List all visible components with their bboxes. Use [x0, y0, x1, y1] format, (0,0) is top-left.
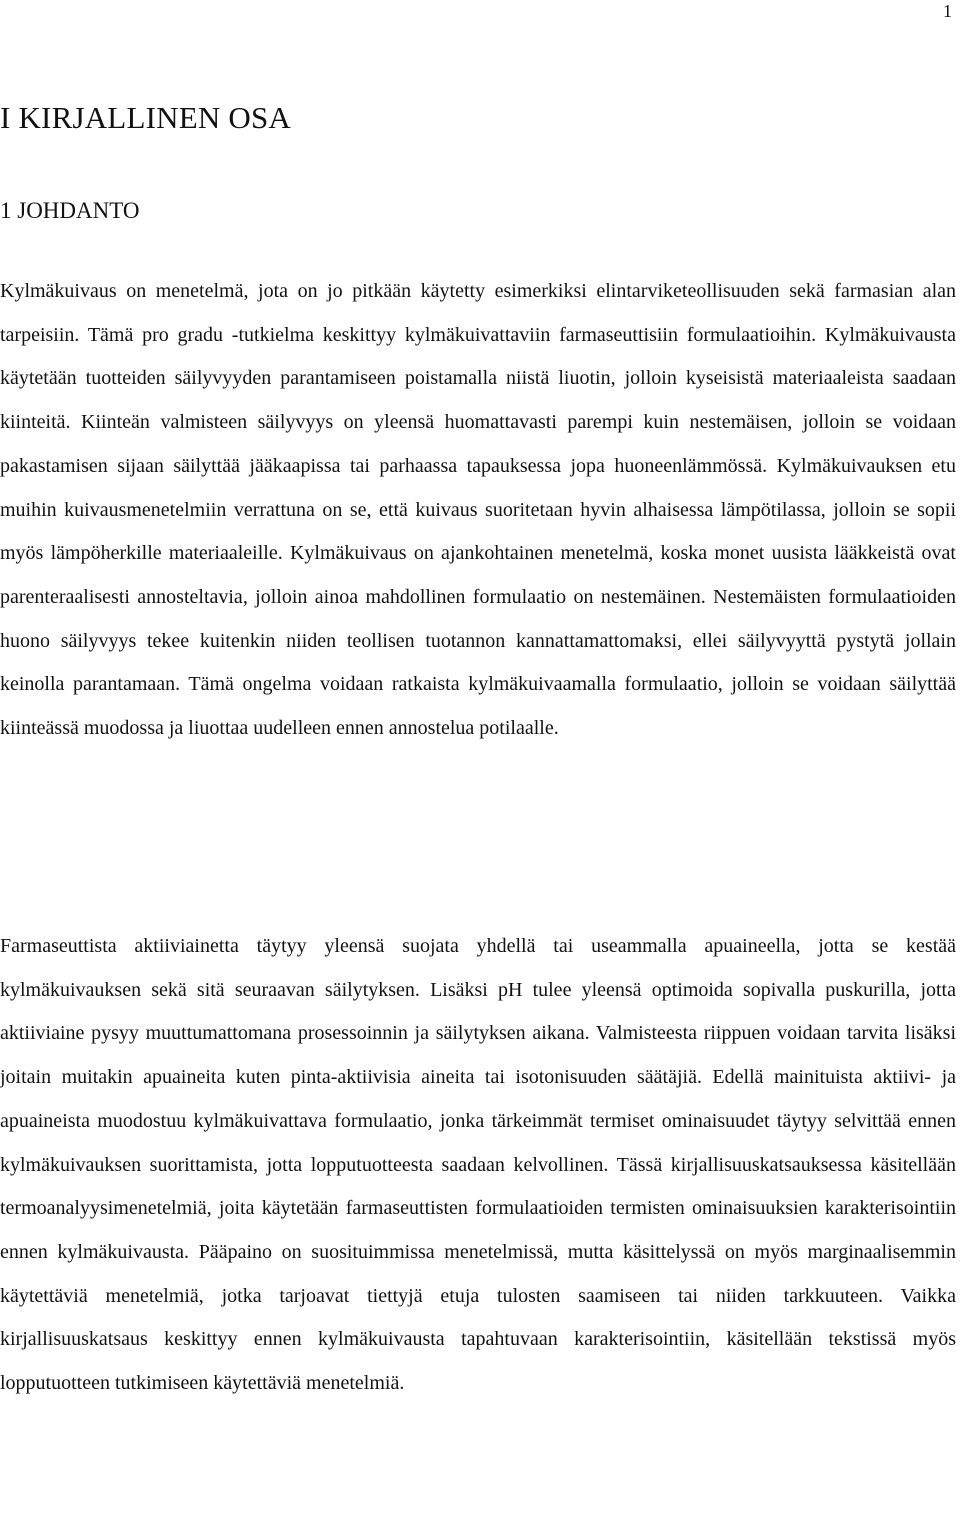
- intro-paragraph-1: Kylmäkuivaus on menetelmä, jota on jo pitkään käytetty esimerkiksi elintarviketeollisuuden sekä farmasian alan tarpeisiin. Tämä pro gradu -tutkielma keskittyy kylmäkuivattaviin farmaseuttisiin formulaatioihin. Kylmäkuivausta käytetään tuotteiden säilyvyyden parantamiseen poistamalla niistä liuotin, jolloin kyseisistä materiaaleista saadaan kiinteitä. Kiinteän valmisteen säilyvyys on yleensä huomattavasti parempi kuin nestemäisen, jolloin se voidaan pakastamisen sijaan säilyttää jääkaapissa tai parhaassa tapauksessa jopa huoneenlämmössä. Kylmäkuivauksen etu muihin kuivausmenetelmiin verrattuna on se, että kuivaus suoritetaan hyvin alhaisessa lämpötilassa, jolloin se sopii myös lämpöherkille materiaaleille. Kylmäkuivaus on ajankohtainen menetelmä, koska monet uusista lääkkeistä ovat parenteraalisesti annosteltavia, jolloin ainoa mahdollinen formulaatio on nestemäinen. Nestemäisten formulaatioiden huono säilyvyys tekee kuitenkin niiden teollisen tuotannon kannattamattomaksi, ellei säilyvyyttä pystytä jollain keinolla parantamaan. Tämä ongelma voidaan ratkaista kylmäkuivaamalla formulaatio, jolloin se voidaan säilyttää kiinteässä muodossa ja liuottaa uudelleen ennen annostelua potilaalle.: [0, 280, 956, 740]
- intro-paragraph-2: Farmaseuttista aktiiviainetta täytyy yleensä suojata yhdellä tai useammalla apuaineella, jotta se kestää kylmäkuivauksen sekä sitä seuraavan säilytyksen. Lisäksi pH tulee yleensä optimoida sopivalla puskurilla, jotta aktiiviaine pysyy muuttumattomana prosessoinnin ja säilytyksen aikana. Valmisteesta riippuen voidaan tarvita lisäksi joitain muitakin apuaineita kuten pinta-aktiivisia aineita tai isotonisuuden säätäjiä. Edellä mainituista aktiivi- ja apuaineista muodostuu kylmäkuivattava formulaatio, jonka tärkeimmät termiset ominaisuudet täytyy selvittää ennen kylmäkuivauksen suorittamista, jotta lopputuotteesta saadaan kelvollinen. Tässä kirjallisuuskatsauksessa käsitellään termoanalyysimenetelmiä, joita käytetään farmaseuttisten formulaatioiden termisten ominaisuuksien karakterisointiin ennen kylmäkuivausta. Pääpaino on suosituimmissa menetelmissä, mutta käsittelyssä on myös marginaalisemmin käytettäviä menetelmiä, jotka tarjoavat tiettyjä etuja tulosten saamiseen tai niiden tarkkuuteen. Vaikka kirjallisuuskatsaus keskittyy ennen kylmäkuivausta tapahtuvaan karakterisointiin, käsitellään tekstissä myös lopputuotteen tutkimiseen käytettäviä menetelmiä.: [0, 935, 956, 1395]
- page-number: 1: [943, 1, 952, 21]
- part-title: I KIRJALLINEN OSA: [0, 100, 291, 135]
- chapter-title: 1 JOHDANTO: [0, 198, 140, 223]
